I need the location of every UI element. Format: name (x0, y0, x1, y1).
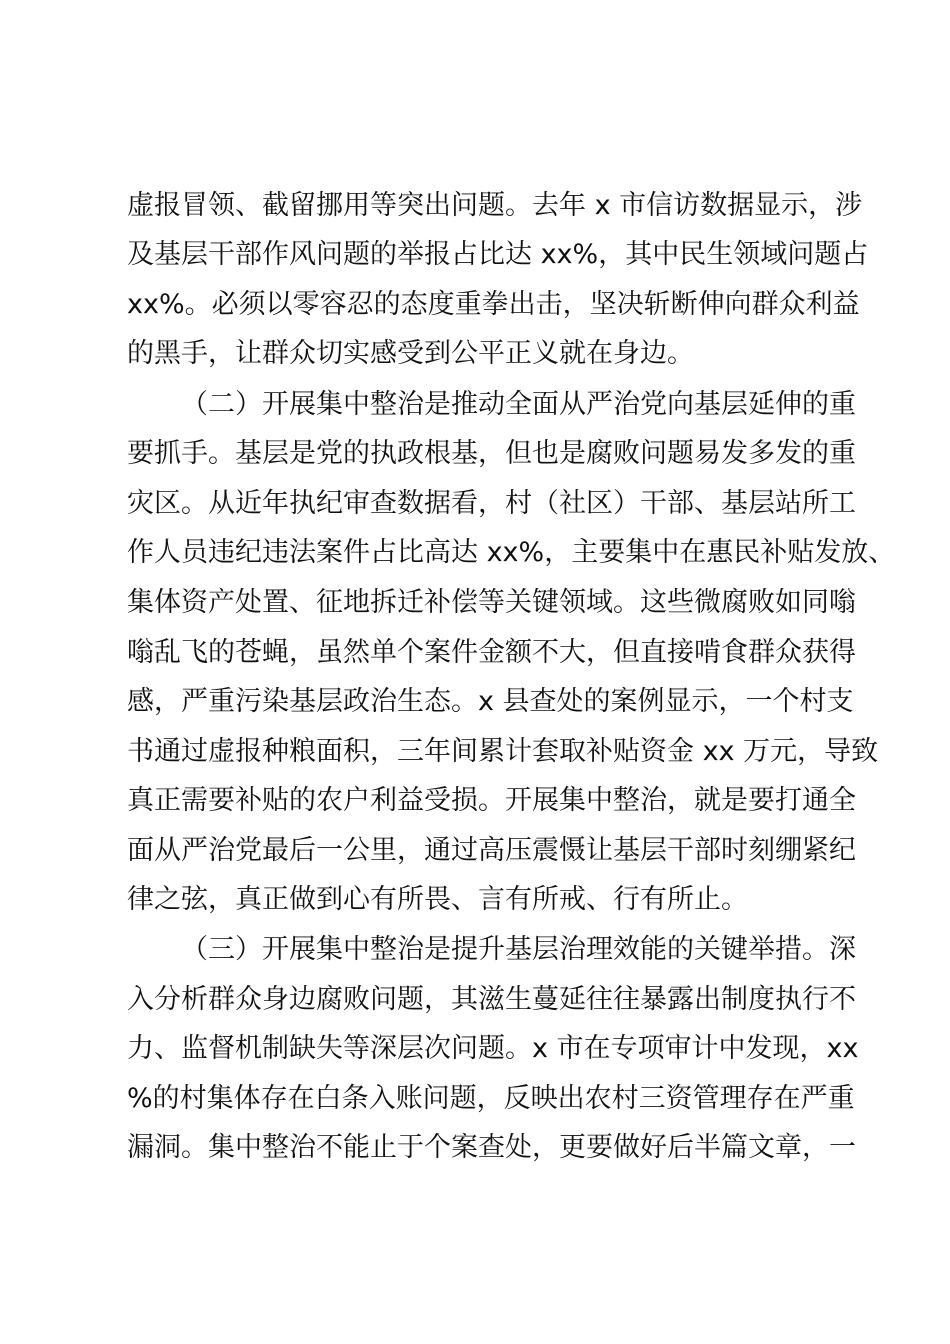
text-line: 感，严重污染基层政治生态。x 县查处的案例显示，一个村支 (127, 686, 854, 717)
text-line: 力、监督机制缺失等深层次问题。x 市在专项审计中发现，xx (127, 1033, 859, 1064)
text-line: 律之弦，真正做到心有所畏、言有所戒、行有所止。 (127, 884, 748, 915)
text-line: 真正需要补贴的农户利益受损。开展集中整治，就是要打通全 (127, 785, 856, 816)
text-line: 面从严治党最后一公里，通过高压震慑让基层干部时刻绷紧纪 (127, 835, 856, 866)
text-line: 漏洞。集中整治不能止于个案查处，更要做好后半篇文章，一 (127, 1132, 856, 1163)
text-line: 嗡乱飞的苍蝇，虽然单个案件金额不大，但直接啃食群众获得 (127, 637, 856, 668)
text-line: 书通过虚报种粮面积，三年间累计套取补贴资金 xx 万元，导致 (127, 736, 879, 767)
text-line: 集体资产处置、征地拆迁补偿等关键领域。这些微腐败如同嗡 (127, 587, 856, 618)
text-line: 灾区。从近年执纪审查数据看，村（社区）干部、基层站所工 (127, 488, 856, 519)
text-line: 要抓手。基层是党的执政根基，但也是腐败问题易发多发的重 (127, 438, 856, 469)
text-line: %的村集体存在白条入账问题，反映出农村三资管理存在严重 (127, 1083, 855, 1114)
text-line: 作人员违纪违法案件占比高达 xx%，主要集中在惠民补贴发放、 (127, 537, 896, 568)
text-line: 入分析群众身边腐败问题，其滋生蔓延往往暴露出制度执行不 (127, 984, 856, 1015)
text-line: 虚报冒领、截留挪用等突出问题。去年 x 市信访数据显示，涉 (127, 190, 863, 221)
text-line: 的黑手，让群众切实感受到公平正义就在身边。 (127, 338, 694, 369)
text-line: xx%。必须以零容忍的态度重拳出击，坚决斩断伸向群众利益 (127, 289, 860, 320)
section-heading-line: （三）开展集中整治是提升基层治理效能的关键举措。深 (181, 934, 856, 965)
section-heading-line: （二）开展集中整治是推动全面从严治党向基层延伸的重 (181, 389, 856, 420)
text-line: 及基层干部作风问题的举报占比达 xx%，其中民生领域问题占 (127, 239, 869, 270)
